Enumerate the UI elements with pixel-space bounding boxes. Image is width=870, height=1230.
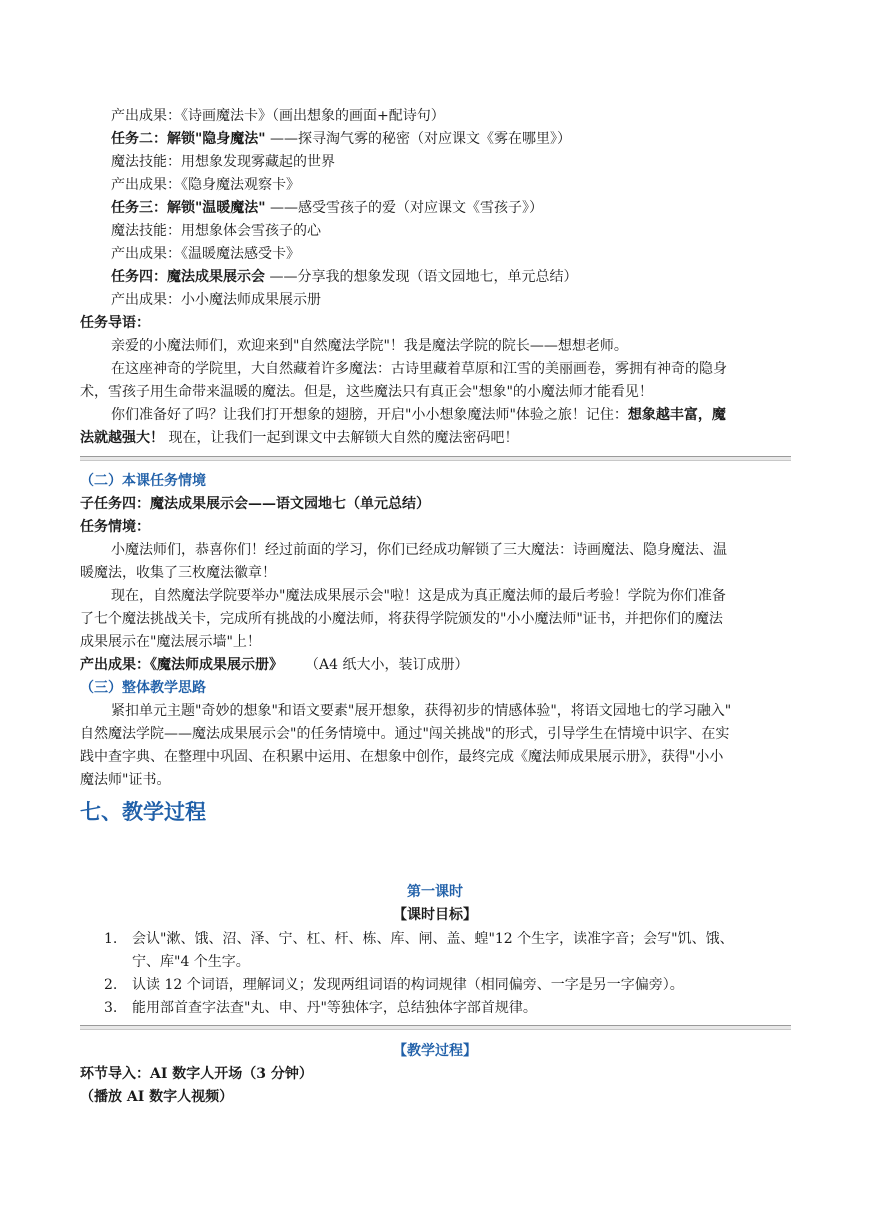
item-label: 魔法技能：	[111, 223, 181, 239]
step-title: 环节导入：AI 数字人开场（3 分钟）	[80, 1066, 313, 1082]
list-item	[111, 220, 321, 242]
chapter-title: 七、教学过程	[80, 799, 206, 824]
guide-emphasis: 想象越丰富，魔	[627, 407, 726, 423]
item-text: 用想象发现雾藏起的世界	[181, 154, 335, 170]
context-label: 任务情境：	[80, 519, 150, 535]
goal-item	[104, 928, 734, 950]
guide-paragraph: 亲爱的小魔法师们，欢迎来到"自然魔法学院"！我是魔法学院的院长——想想老师。	[111, 338, 628, 354]
context-paragraph: 了七个魔法挑战关卡，完成所有挑战的小魔法师，将获得学院颁发的"小小魔法师"证书，并把你们的魔法	[80, 611, 723, 627]
list-item	[111, 151, 335, 173]
approach-paragraph: 魔法师"证书。	[80, 772, 171, 788]
goal-text: 能用部首查字法查"丸、申、丹"等独体字，总结独体字部首规律。	[132, 1000, 537, 1016]
divider	[80, 456, 791, 461]
task-title: 任务四：魔法成果展示会	[111, 269, 265, 285]
item-text: 小小魔法师成果展示册	[181, 292, 321, 308]
list-item	[111, 289, 321, 311]
list-item	[111, 197, 543, 219]
goal-item-cont: 宁、库"4 个生字。	[132, 954, 250, 970]
item-label: 产出成果：	[111, 108, 181, 124]
approach-paragraph: 紧扣单元主题"奇妙的想象"和语文要素"展开想象，获得初步的情感体验"，将语文园地七的学习融入"	[111, 703, 732, 719]
goal-number: 2.	[104, 977, 118, 993]
item-text: ——感受雪孩子的爱（对应课文《雪孩子》）	[265, 200, 544, 216]
guide-emphasis: 法就越强大！	[80, 430, 164, 446]
approach-paragraph: 践中查字典、在整理中巩固、在积累中运用、在想象中创作，最终完成《魔法师成果展示册》，获得"小小	[80, 749, 724, 765]
item-text: 《诗画魔法卡》（画出想象的画面+配诗句）	[181, 108, 445, 124]
section-heading: （三）整体教学思路	[80, 680, 206, 696]
subtask-title: 子任务四：魔法成果展示会——语文园地七（单元总结）	[80, 496, 430, 512]
approach-paragraph: 自然魔法学院——魔法成果展示会"的任务情境中。通过"闯关挑战"的形式，引导学生在情境中识字、在实	[80, 726, 730, 742]
context-paragraph: 现在，自然魔法学院要举办"魔法成果展示会"啦！这是成为真正魔法师的最后考验！学院为你们准备	[111, 588, 726, 604]
item-label: 产出成果：	[111, 177, 181, 193]
goals-title: 【课时目标】	[393, 907, 477, 923]
output-note: （A4 纸大小，装订成册）	[305, 657, 469, 673]
guide-label: 任务导语：	[80, 315, 150, 331]
item-text: 用想象体会雪孩子的心	[181, 223, 321, 239]
output-label: 产出成果：《魔法师成果展示册》	[80, 657, 283, 673]
goal-item	[104, 997, 537, 1019]
context-paragraph: 成果展示在"魔法展示墙"上！	[80, 634, 261, 650]
item-text: 《隐身魔法观察卡》	[181, 177, 300, 193]
list-item	[111, 266, 577, 288]
list-item	[111, 105, 445, 127]
item-text: ——探寻淘气雾的秘密（对应课文《雾在哪里》）	[265, 131, 572, 147]
goal-number: 3.	[104, 1000, 118, 1016]
task-title: 任务三：解锁"温暖魔法"	[111, 200, 266, 216]
context-paragraph: 暖魔法，收集了三枚魔法徽章！	[80, 565, 276, 581]
item-text: ——分享我的想象发现（语文园地七，单元总结）	[265, 269, 578, 285]
item-text: 《温暖魔法感受卡》	[181, 246, 300, 262]
goal-number: 1.	[104, 931, 118, 947]
divider	[80, 1025, 791, 1030]
step-note: （播放 AI 数字人视频）	[80, 1089, 234, 1105]
list-item	[111, 243, 300, 265]
goal-item	[104, 974, 684, 996]
context-paragraph: 小魔法师们，恭喜你们！经过前面的学习，你们已经成功解锁了三大魔法：诗画魔法、隐身魔法、温	[111, 542, 727, 558]
list-item	[111, 128, 571, 150]
output-line	[80, 654, 468, 676]
lesson-title: 第一课时	[407, 884, 463, 900]
guide-paragraph: 在这座神奇的学院里，大自然藏着许多魔法：古诗里藏着草原和江雪的美丽画卷，雾拥有神奇的隐身	[111, 361, 727, 377]
item-label: 产出成果：	[111, 292, 181, 308]
section-heading: （二）本课任务情境	[80, 473, 206, 489]
guide-text: 你们准备好了吗？让我们打开想象的翅膀，开启"小小想象魔法师"体验之旅！记住：	[111, 407, 628, 423]
process-title: 【教学过程】	[393, 1043, 477, 1059]
guide-paragraph	[80, 427, 518, 449]
goal-text: 认读 12 个词语，理解词义；发现两组词语的构词规律（相同偏旁、一字是另一字偏旁）。	[132, 977, 684, 993]
item-label: 魔法技能：	[111, 154, 181, 170]
guide-text: 现在，让我们一起到课文中去解锁大自然的魔法密码吧！	[164, 430, 519, 446]
item-label: 产出成果：	[111, 246, 181, 262]
list-item	[111, 174, 300, 196]
goal-text: 会认"漱、饿、沼、泽、宁、杠、杆、栋、库、闸、盖、蝗"12 个生字，读准字音；会写"饥、饿、	[132, 931, 734, 947]
task-title: 任务二：解锁"隐身魔法"	[111, 131, 266, 147]
guide-paragraph	[111, 404, 726, 426]
guide-paragraph: 术，雪孩子用生命带来温暖的魔法。但是，这些魔法只有真正会"想象"的小魔法师才能看见！	[80, 384, 653, 400]
